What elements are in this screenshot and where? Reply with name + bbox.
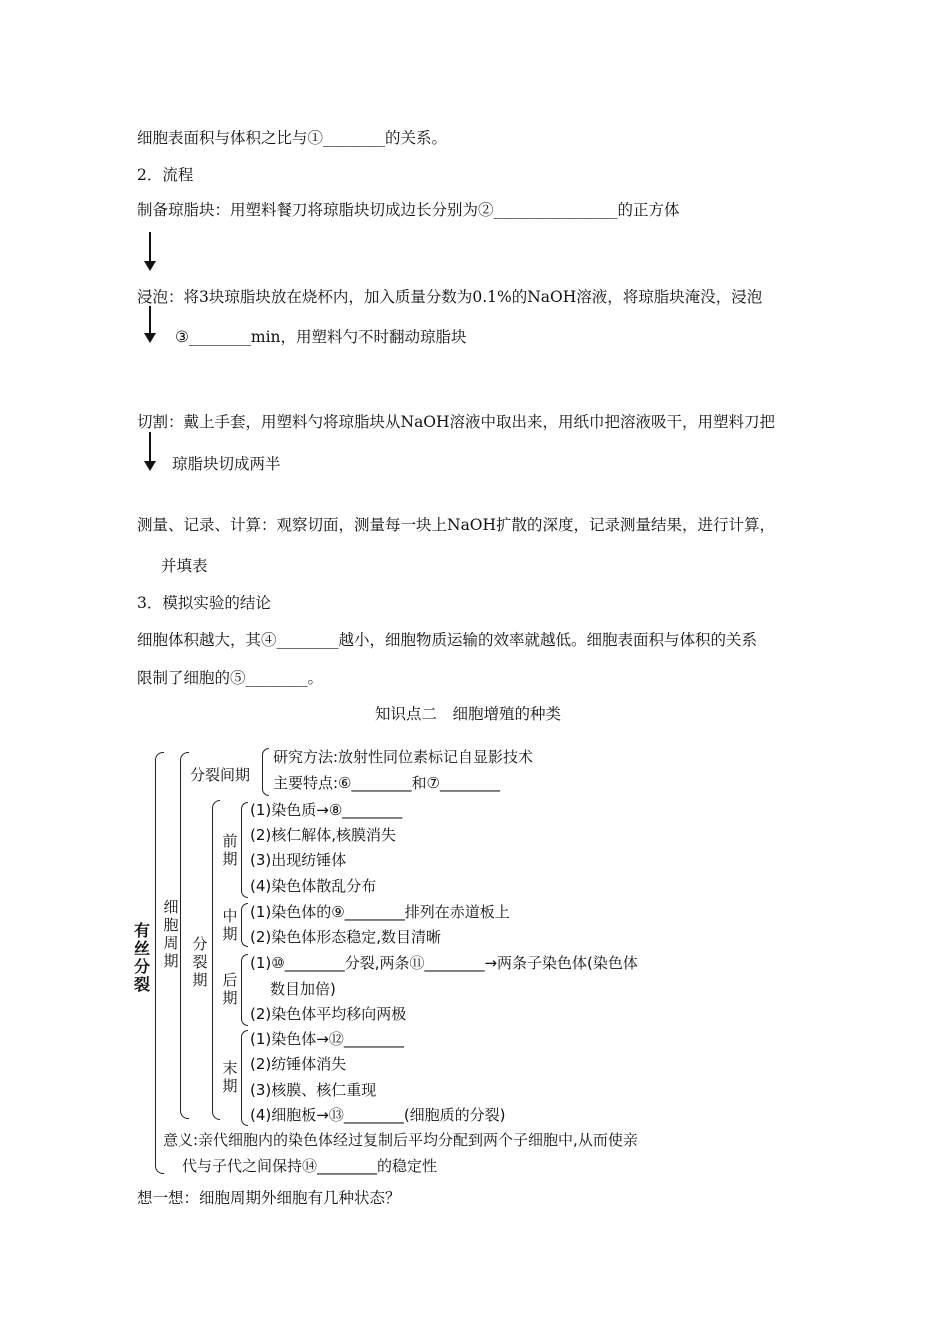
interphase-label: 分裂间期: [190, 766, 251, 784]
prophase-label: 前期: [222, 832, 238, 868]
cycle-label: 细胞周期: [163, 898, 179, 970]
significance-line: 意义:亲代细胞内的染色体经过复制后平均分配到两个子细胞中,从而使亲: [163, 1131, 638, 1149]
prophase-item: (4)染色体散乱分布: [250, 877, 377, 895]
interphase-method: 研究方法:放射性同位素标记自显影技术: [273, 748, 534, 766]
text-line: 细胞表面积与体积之比与①________的关系。: [137, 129, 448, 147]
down-arrow-icon: [149, 306, 151, 334]
mphase-label: 分裂期: [192, 935, 208, 989]
interphase-feature: 主要特点:⑥________和⑦________: [273, 774, 500, 792]
conclusion-line: 限制了细胞的⑤________。: [137, 669, 324, 687]
telophase-label: 末期: [222, 1059, 238, 1095]
flow-step-3-cont: 琼脂块切成两半: [172, 455, 281, 473]
telophase-item: (4)细胞板→⑬________(细胞质的分裂): [250, 1106, 506, 1124]
brace-prophase: [241, 802, 248, 898]
prophase-item: (1)染色质→⑧________: [250, 801, 403, 819]
anaphase-item-cont: 数目加倍): [270, 980, 336, 998]
flow-step-3: 切割：戴上手套，用塑料勺将琼脂块从NaOH溶液中取出来，用纸巾把溶液吸干，用塑料刀把: [137, 413, 776, 431]
brace-interphase: [262, 748, 269, 796]
anaphase-item: (1)⑩________分裂,两条⑪________→两条子染色体(染色体: [250, 954, 638, 972]
brace-telophase: [241, 1030, 248, 1126]
flow-step-2-cont: ③________min，用塑料勺不时翻动琼脂块: [175, 328, 467, 346]
down-arrow-icon: [149, 432, 151, 462]
anaphase-label: 后期: [222, 971, 238, 1007]
telophase-item: (3)核膜、核仁重现: [250, 1081, 377, 1099]
page-title: 知识点二 细胞增殖的种类: [375, 705, 562, 723]
metaphase-label: 中期: [222, 907, 238, 943]
brace-cycle: [180, 752, 189, 1119]
telophase-item: (2)纺锤体消失: [250, 1055, 347, 1073]
significance-line: 代与子代之间保持⑭________的稳定性: [182, 1157, 438, 1175]
prophase-item: (2)核仁解体,核膜消失: [250, 826, 397, 844]
flow-step-4: 测量、记录、计算：观察切面，测量每一块上NaOH扩散的深度，记录测量结果，进行计算，: [137, 516, 776, 534]
brace-anaphase: [241, 954, 248, 1026]
down-arrow-icon: [149, 232, 151, 262]
flow-step-2: 浸泡：将3块琼脂块放在烧杯内，加入质量分数为0.1%的NaOH溶液，将琼脂块淹没，浸泡: [137, 288, 763, 306]
brace-mphase: [212, 800, 220, 1120]
metaphase-item: (1)染色体的⑨________排列在赤道板上: [250, 903, 510, 921]
brace-metaphase: [241, 903, 248, 947]
metaphase-item: (2)染色体形态稳定,数目清晰: [250, 928, 442, 946]
section-heading: 2．流程: [137, 166, 194, 184]
root-label: 有丝分裂: [133, 921, 150, 994]
flow-step-4-cont: 并填表: [161, 557, 208, 575]
think-question: 想一想：细胞周期外细胞有几种状态？: [137, 1189, 401, 1207]
conclusion-line: 细胞体积越大，其④________越小，细胞物质运输的效率就越低。细胞表面积与体积的关系: [137, 631, 758, 649]
flow-step-1: 制备琼脂块：用塑料餐刀将琼脂块切成边长分别为②________________的正方体: [137, 201, 680, 219]
anaphase-item: (2)染色体平均移向两极: [250, 1005, 407, 1023]
telophase-item: (1)染色体→⑫________: [250, 1030, 404, 1048]
prophase-item: (3)出现纺锤体: [250, 851, 347, 869]
section-heading: 3．模拟实验的结论: [137, 594, 271, 612]
